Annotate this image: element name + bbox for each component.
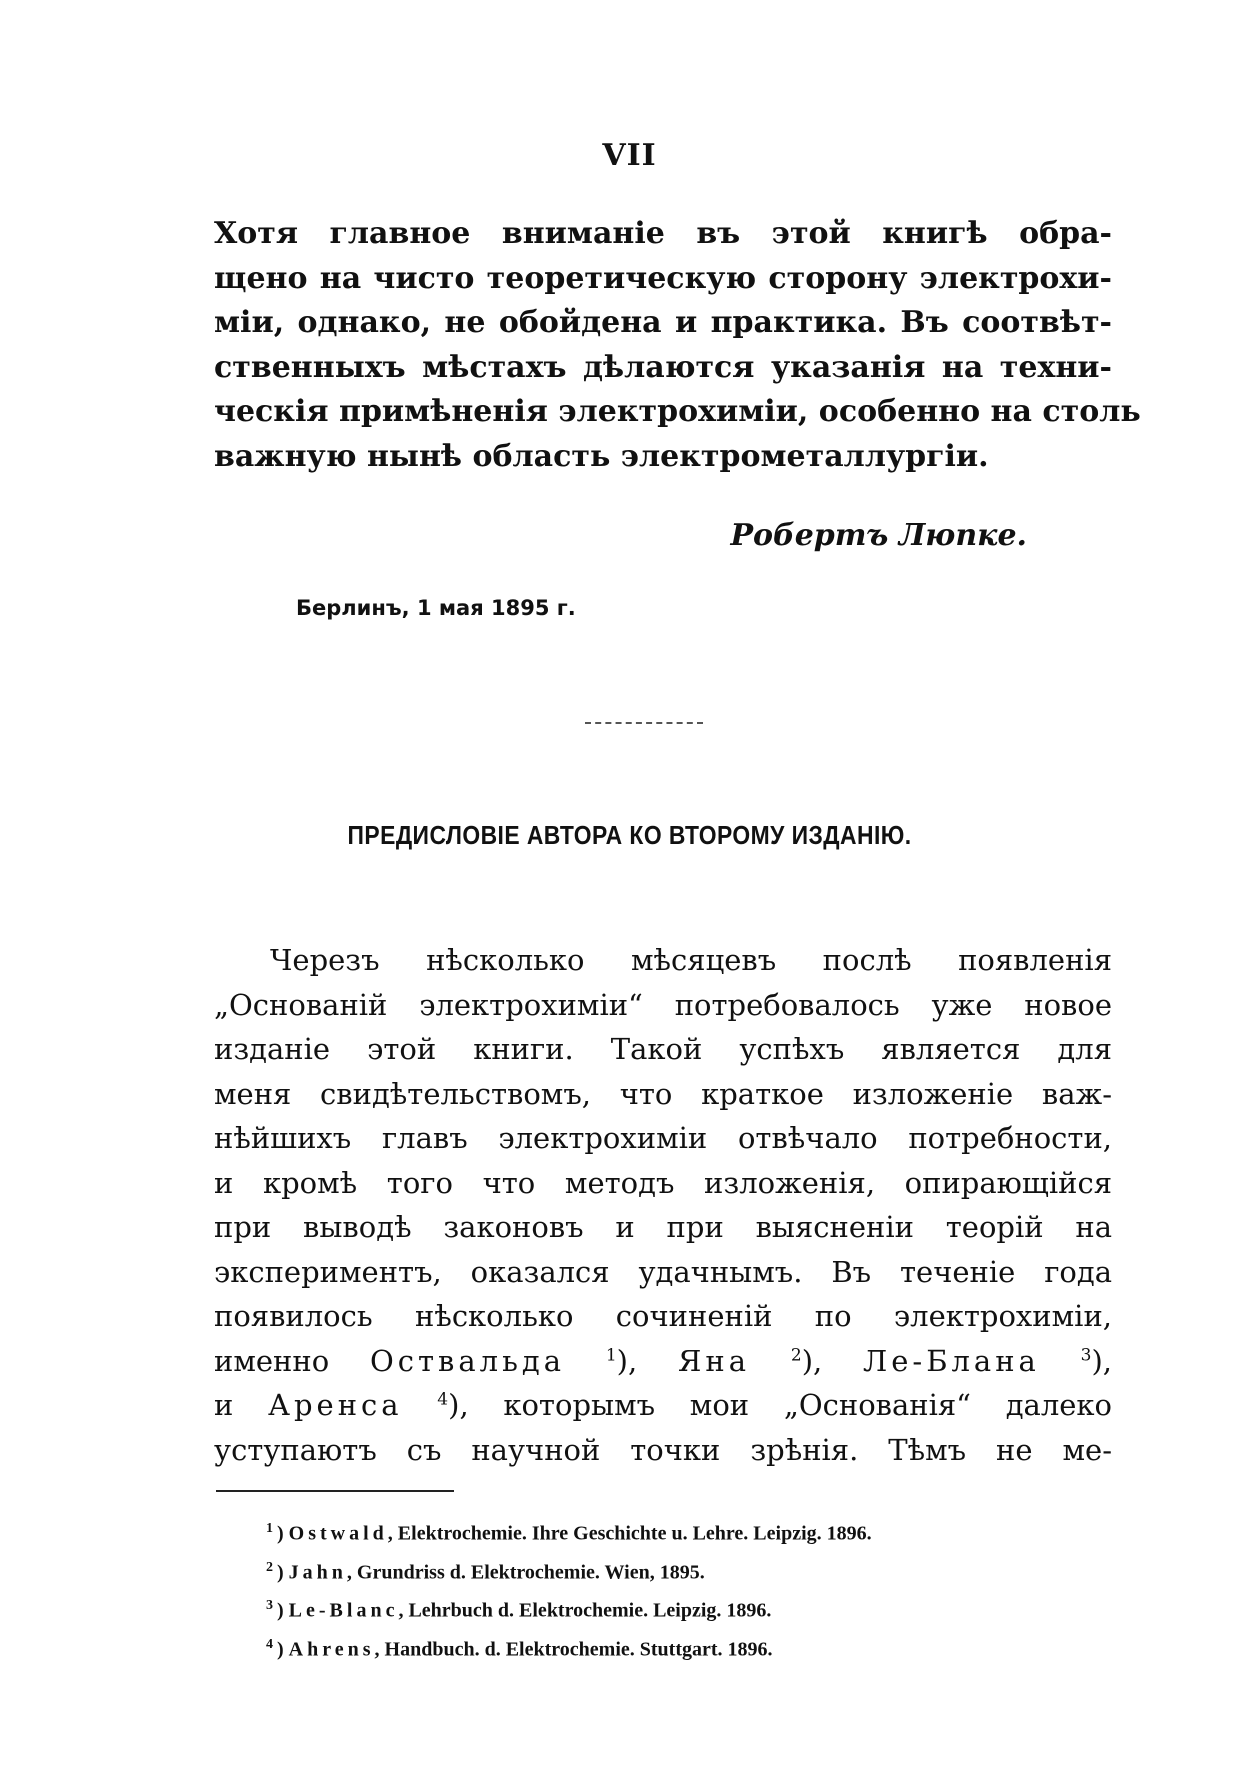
footnote-author: Ahrens <box>288 1638 375 1661</box>
text-line: экспериментъ, оказался удачнымъ. Въ теченіе года <box>214 1254 1112 1289</box>
text-line: уступаютъ съ научной точки зрѣнія. Тѣмъ не ме- <box>214 1432 1112 1467</box>
author-name: Ле-Блана <box>863 1343 1040 1378</box>
footnote-text: , Handbuch. d. Elektrochemie. Stuttgart. 1896. <box>374 1638 773 1661</box>
text-line: нѣйшихъ главъ электрохиміи отвѣчало потребности, <box>214 1121 1112 1155</box>
footnote-rule <box>216 1490 454 1492</box>
text-line: Черезъ нѣсколько мѣсяцевъ послѣ появленія <box>270 943 1112 977</box>
footnote-reference: 1 <box>605 1344 617 1365</box>
section-title: ПРЕДИСЛОВІЕ АВТОРА КО ВТОРОМУ ИЗДАНІЮ. <box>347 820 912 850</box>
author-name: Яна <box>678 1343 751 1378</box>
text-fragment: ), которымъ мои „Основанія“ далеко <box>448 1388 1113 1422</box>
text-line: „Основаній электрохиміи“ потребовалось уже новое <box>214 987 1112 1022</box>
text-line: при выводѣ законовъ и при выясненіи теорій на <box>214 1210 1112 1244</box>
author-name: Оствальда <box>369 1343 566 1378</box>
text-line: меня свидѣтельствомъ, что краткое изложеніе важ- <box>214 1076 1112 1111</box>
footnote-mark: 2 <box>266 1559 273 1575</box>
text-line: и кромѣ того что методъ изложенія, опирающійся <box>214 1165 1112 1200</box>
footnote-reference: 2 <box>790 1344 802 1365</box>
text-fragment: и <box>214 1388 269 1422</box>
footnote-text: , Elektrochemie. Ihre Geschichte u. Lehre. Leipzig. 1896. <box>387 1522 872 1545</box>
text-line: появилось нѣсколько сочиненій по электрохиміи, <box>214 1299 1112 1333</box>
footnote-mark: 1 <box>266 1521 273 1536</box>
text-line-with-references <box>214 1339 1112 1384</box>
footnote-mark: 4 <box>266 1636 273 1652</box>
footnote-author: Ostwald <box>288 1522 388 1545</box>
text-line: ственныхъ мѣстахъ дѣлаются указанія на техни- <box>214 349 1112 385</box>
text-line: изданіе этой книги. Такой успѣхъ является для <box>214 1032 1112 1066</box>
footnote-paren: ) <box>277 1522 289 1545</box>
place-date: Берлинъ, 1 мая 1895 г. <box>296 596 576 620</box>
preface-closing-paragraph <box>214 212 1141 479</box>
footnote-author: Le-Blanc <box>288 1599 399 1622</box>
text-line: Хотя главное вниманіе въ этой книгѣ обра- <box>214 216 1112 251</box>
second-edition-paragraph <box>214 938 1112 1472</box>
footnote <box>266 1589 1126 1628</box>
section-separator <box>585 722 703 724</box>
footnote <box>266 1512 1126 1551</box>
text-fragment: именно <box>214 1343 370 1378</box>
footnote-author: Jahn <box>288 1561 347 1584</box>
footnote-text: , Lehrbuch d. Elektrochemie. Leipzig. 1896. <box>398 1599 772 1622</box>
footnote <box>266 1628 1126 1667</box>
footnote-paren: ) <box>277 1638 289 1661</box>
text-fragment: ), <box>1091 1343 1113 1378</box>
text-fragment: ), <box>801 1343 864 1378</box>
footnote-paren: ) <box>277 1561 289 1584</box>
author-name: Аренса <box>268 1388 403 1422</box>
footnote-text: , Grundriss d. Elektrochemie. Wien, 1895. <box>346 1561 705 1584</box>
author-signature: Робертъ Люпке. <box>730 518 1027 553</box>
text-line: щено на чисто теоретическую сторону электрохи- <box>214 260 1112 296</box>
text-line: важную нынѣ область электрометаллургіи. <box>214 438 989 474</box>
footnote <box>266 1551 1126 1590</box>
text-line: ческія примѣненія электрохиміи, особенно на столь <box>214 394 1141 429</box>
footnote-paren: ) <box>277 1599 289 1622</box>
footnotes <box>266 1512 1126 1667</box>
text-fragment: ), <box>616 1343 678 1378</box>
footnote-reference: 3 <box>1080 1344 1092 1365</box>
text-line-with-references <box>214 1383 1112 1428</box>
page-number: VII <box>602 138 657 173</box>
text-line: міи, однако, не обойдена и практика. Въ соотвѣт- <box>214 305 1112 340</box>
footnote-reference: 4 <box>437 1389 449 1410</box>
footnote-mark: 3 <box>266 1598 273 1614</box>
